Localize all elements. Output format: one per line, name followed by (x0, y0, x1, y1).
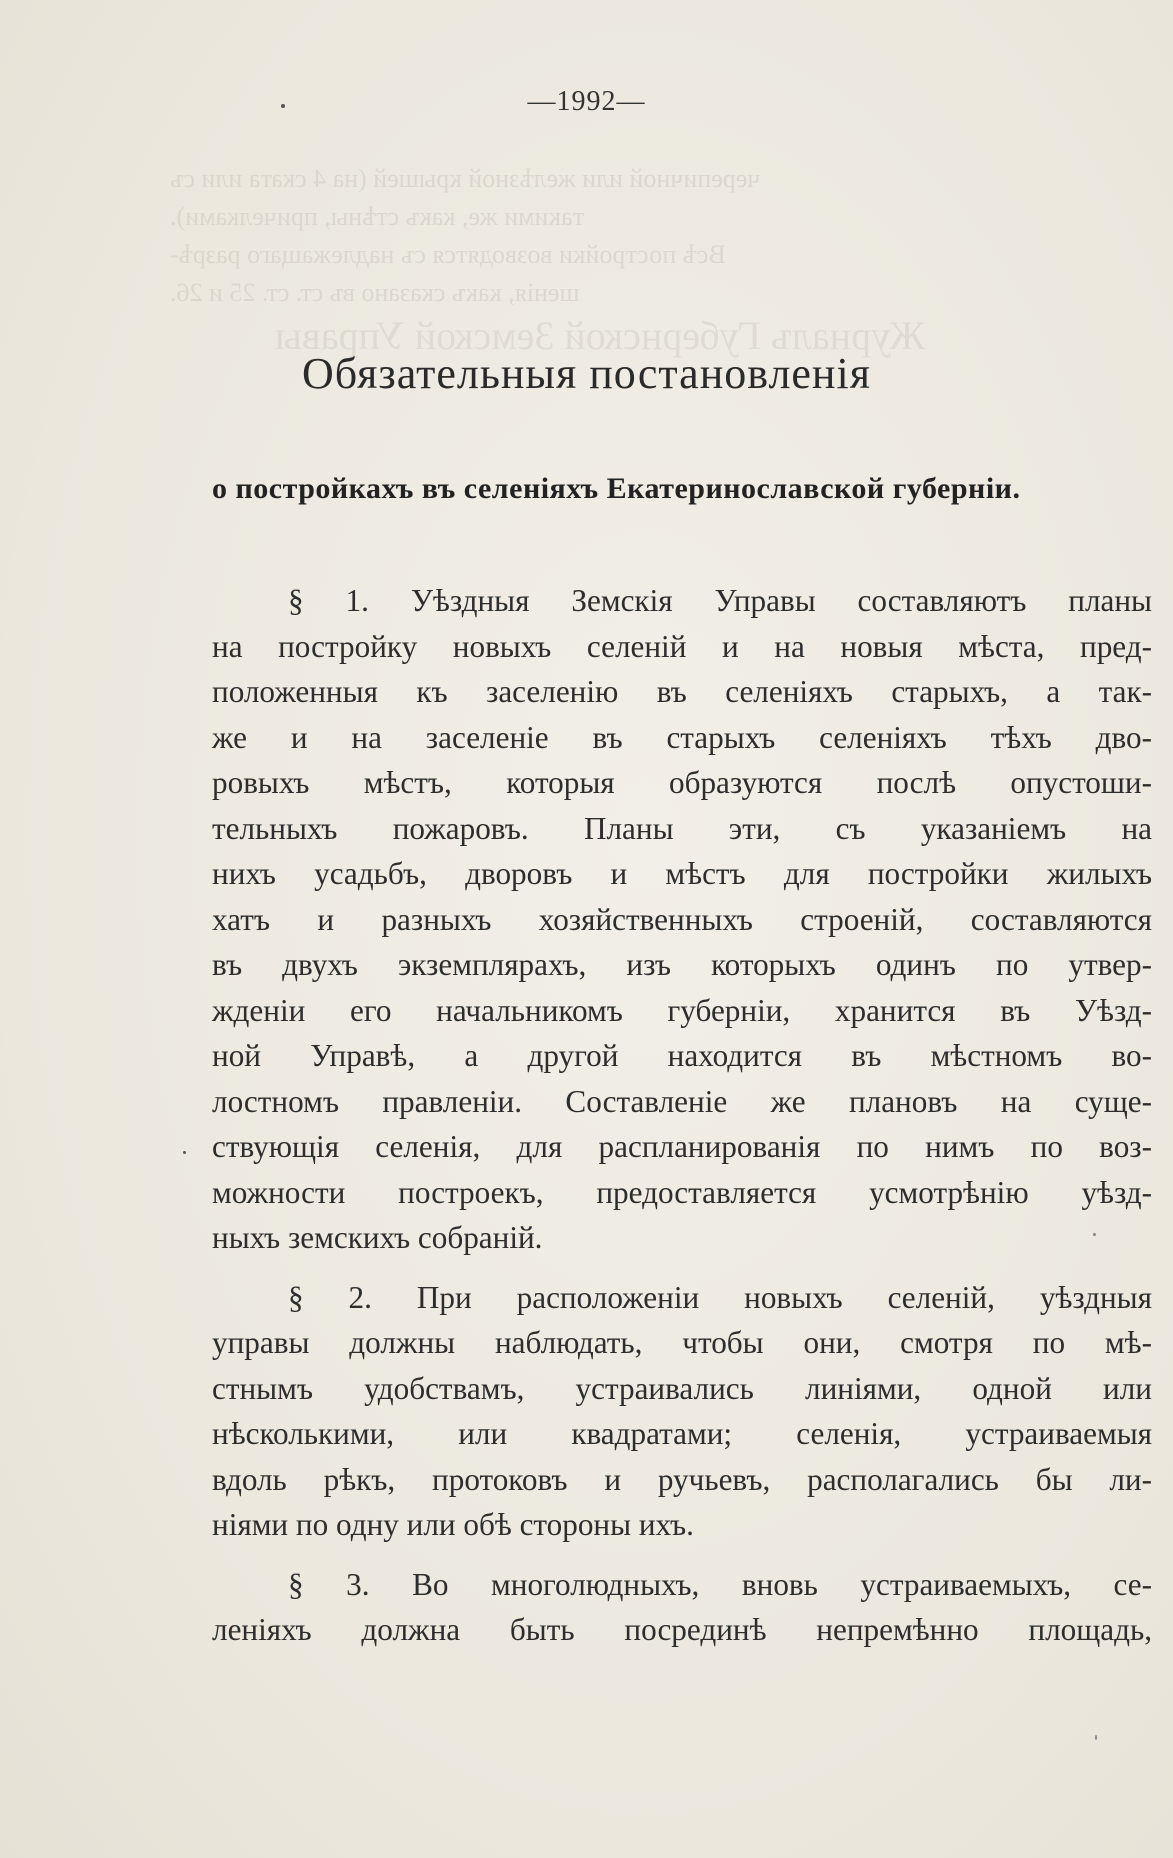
paragraph-2 (212, 1275, 1152, 1548)
text-line: въ двухъ экземплярахъ, изъ которыхъ одинъ по утвер- (212, 947, 1152, 982)
text-line: лостномъ правленіи. Составленіе же плановъ на суще- (212, 1083, 1152, 1119)
text-line: ныхъ земскихъ собраній. (212, 1220, 543, 1255)
text-line: ніями по одну или обѣ стороны ихъ. (212, 1507, 694, 1542)
text-line: § 1. Уѣздныя Земскія Управы составляютъ планы (288, 583, 1152, 618)
bleed-line: черепичной или желѣзной крышей (на 4 ската или съ (170, 164, 761, 193)
document-subtitle: о постройкахъ въ селеніяхъ Екатеринославской губерніи. (212, 472, 1021, 505)
text-line: нихъ усадьбъ, дворовъ и мѣстъ для постройки жилыхъ (212, 856, 1152, 891)
text-line: ной Управѣ, а другой находится въ мѣстномъ во- (212, 1038, 1152, 1073)
paragraph-1 (212, 578, 1152, 1261)
text-line: на постройку новыхъ селеній и на новыя мѣста, пред- (212, 628, 1152, 664)
paragraph-3 (212, 1562, 1152, 1653)
speck-mark (183, 1151, 186, 1154)
document-title: Обязательныя постановленія (302, 349, 871, 398)
bleed-through-heading: Журналъ Губернской Земской Управы (274, 313, 926, 358)
bleed-through-text (170, 160, 1070, 312)
text-line: же и на заселеніе въ старыхъ селеніяхъ тѣхъ дво- (212, 719, 1152, 755)
page-number: —1992— (527, 86, 646, 117)
text-line: хатъ и разныхъ хозяйственныхъ строеній, составляются (212, 901, 1152, 937)
bleed-line: шенія, какъ сказано въ ст. ст. 25 и 26. (170, 278, 580, 307)
text-line: ствующія селенія, для распланированія по нимъ по воз- (212, 1129, 1152, 1164)
text-line: положенныя къ заселенію въ селеніяхъ старыхъ, а так- (212, 674, 1152, 709)
text-line: тельныхъ пожаровъ. Планы эти, съ указаніемъ на (212, 810, 1152, 846)
text-line: можности построекъ, предоставляется усмотрѣнію уѣзд- (212, 1174, 1152, 1210)
text-line: леніяхъ должна быть посрединѣ непремѣнно площадь, (212, 1612, 1152, 1647)
text-line: жденіи его начальникомъ губерніи, хранится въ Уѣзд- (212, 992, 1152, 1028)
speck-mark (1095, 1735, 1097, 1740)
bleed-line: Всѣ постройки возводятся съ надлежащаго разрѣ- (170, 240, 726, 269)
text-line: вдоль рѣкъ, протоковъ и ручьевъ, располагались бы ли- (212, 1461, 1152, 1497)
bleed-line: такими же, какъ стѣны, причелками). (170, 202, 585, 231)
text-line: ровыхъ мѣстъ, которыя образуются послѣ опустоши- (212, 765, 1152, 800)
text-line: стнымъ удобствамъ, устраивались линіями, одной или (212, 1370, 1152, 1406)
body-text (212, 578, 1152, 1653)
text-line: § 2. При расположеніи новыхъ селеній, уѣздныя (288, 1279, 1152, 1315)
text-line: нѣсколькими, или квадратами; селенія, устраиваемыя (212, 1416, 1152, 1451)
text-line: управы должны наблюдать, чтобы они, смотря по мѣ- (212, 1325, 1152, 1360)
text-line: § 3. Во многолюдныхъ, вновь устраиваемыхъ, се- (288, 1566, 1152, 1602)
